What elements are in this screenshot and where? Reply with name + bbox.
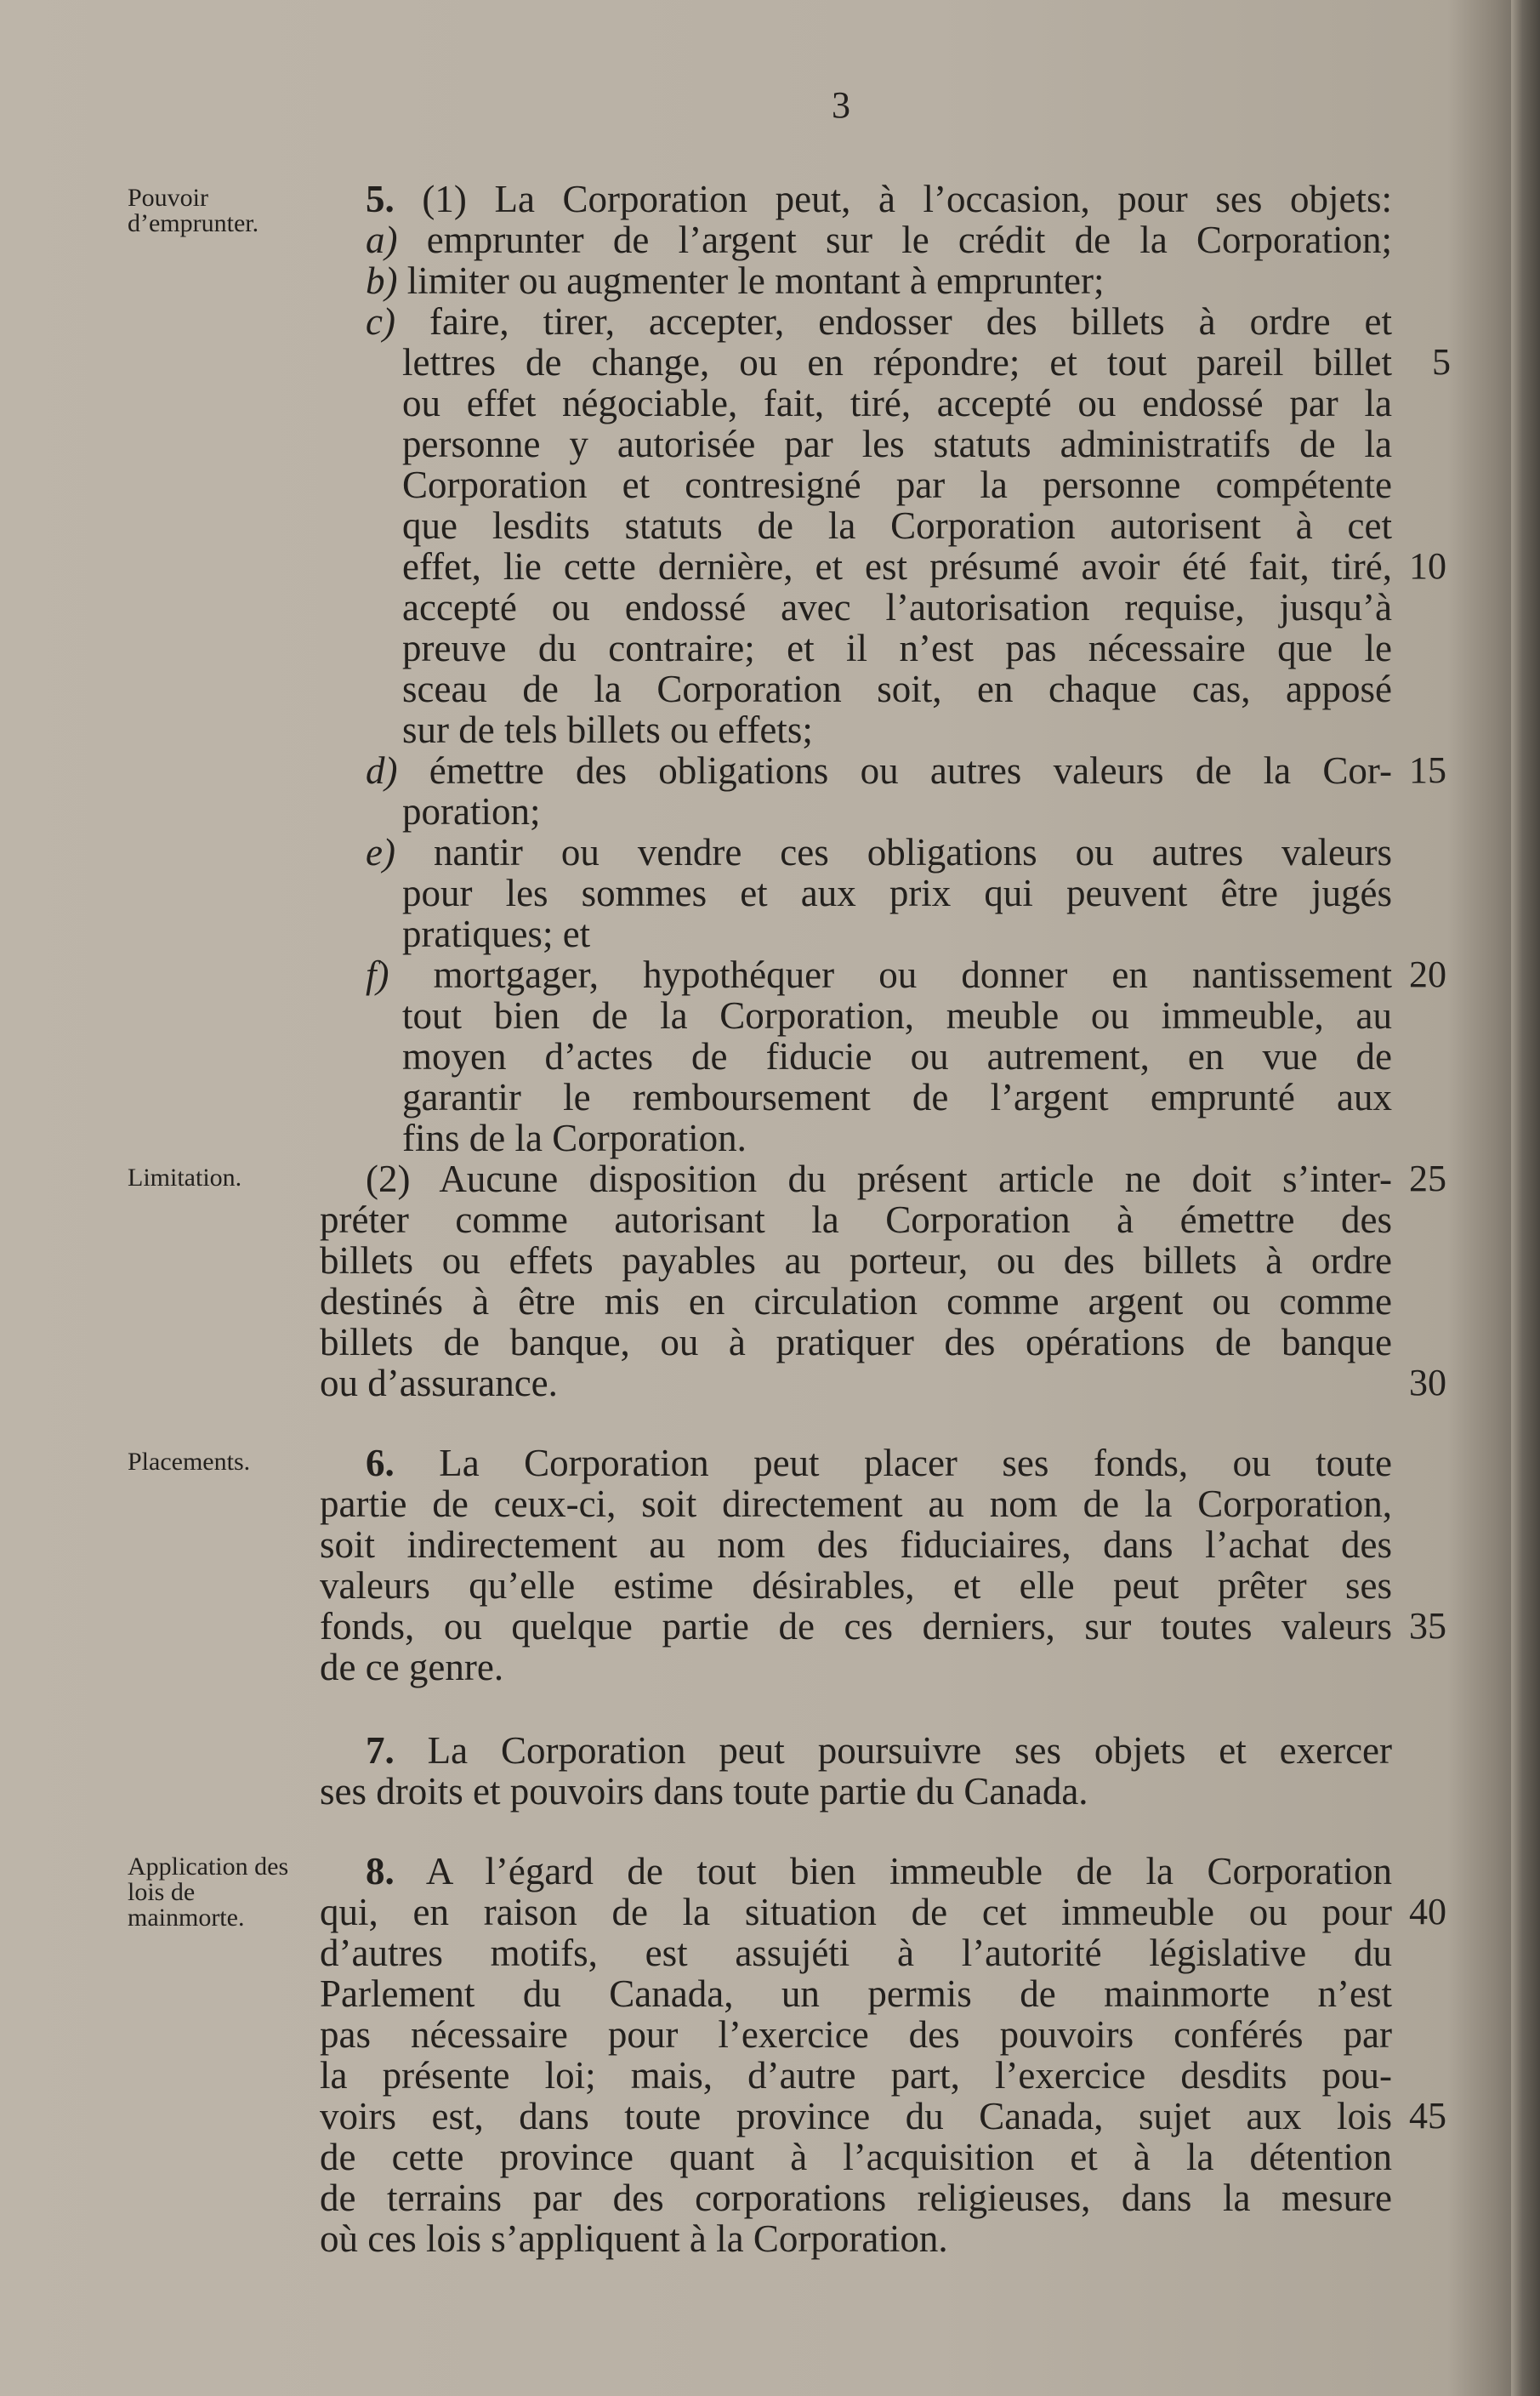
item-e-line: pratiques; et [402,913,591,955]
section-6-number: 6. [366,1442,395,1484]
section-8-line: qui, en raison de la situation de cet immeuble ou pour [320,1891,1392,1933]
item-e-line: pour les sommes et aux prix qui peuvent être jugés [402,872,1392,914]
subsection-2-line: billets de banque, ou à pratiquer des opérations de banque [320,1321,1392,1363]
item-c-line: preuve du contraire; et il n’est pas nécessaire que le [402,627,1392,669]
line-number: 30 [1409,1362,1446,1403]
item-f-line: fins de la Corporation. [402,1117,747,1159]
section-8-line: de cette province quant à l’acquisition et à la détention [320,2136,1392,2178]
line-number: 5 [1432,341,1451,383]
item-c-line: personne y autorisée par les statuts administratifs de la [402,423,1392,465]
item-c-line: ou effet négociable, fait, tiré, accepté ou endossé par la [402,382,1392,424]
item-c-line: c) faire, tirer, accepter, endosser des billets à ordre et [366,300,1392,343]
item-f-label: f) [366,953,389,996]
page-edge [1511,0,1540,2396]
line-number: 20 [1409,953,1446,995]
subsection-2-line: ou d’assurance. [320,1362,558,1404]
item-c-line: lettres de change, ou en répondre; et tout pareil billet [402,341,1392,384]
section-7-line-1: 7. La Corporation peut poursuivre ses objets et exercer [366,1729,1393,1772]
section-5-number: 5. [366,178,395,220]
section-6-line: partie de ceux-ci, soit directement au nom de la Corporation, [320,1483,1392,1525]
item-e-line: e) nantir ou vendre ces obligations ou autres valeurs [366,831,1393,874]
item-f-line: moyen d’actes de fiducie ou autrement, en vue de [402,1035,1392,1078]
section-8-line-1: 8. A l’égard de tout bien immeuble de la Corporation [366,1850,1392,1892]
section-8-line: de terrains par des corporations religieuses, dans la mesure [320,2177,1392,2219]
subsection-2-line: préter comme autorisant la Corporation à émettre des [320,1198,1392,1241]
page-number: 3 [832,84,850,126]
item-f-line: f) mortgager, hypothéquer ou donner en nantissement [366,953,1392,996]
line-number: 35 [1409,1605,1446,1647]
item-c-line: sceau de la Corporation soit, en chaque cas, apposé [402,668,1392,710]
section-6-line: de ce genre. [320,1646,504,1688]
item-f-line: tout bien de la Corporation, meuble ou immeuble, au [402,994,1392,1037]
item-c-line: Corporation et contresigné par la personne compétente [402,464,1392,506]
section-8-line: où ces lois s’appliquent à la Corporation. [320,2217,948,2260]
item-c-line: effet, lie cette dernière, et est présumé avoir été fait, tiré, [402,545,1392,588]
item-d-line: poration; [402,790,541,833]
section-7-number: 7. [366,1729,395,1772]
section-8-number: 8. [366,1850,395,1892]
section-8-line: voirs est, dans toute province du Canada, sujet aux lois [320,2095,1392,2137]
section-6-line-1: 6. La Corporation peut placer ses fonds, ou toute [366,1442,1393,1484]
item-d-label: d) [366,749,398,792]
item-a-line: a) emprunter de l’argent sur le crédit de la Corporation; [366,219,1393,261]
subsection-2-line: billets ou effets payables au porteur, ou des billets à ordre [320,1239,1392,1282]
line-number: 15 [1409,749,1446,791]
section-6-line: soit indirectement au nom des fiduciaires, dans l’achat des [320,1523,1392,1566]
section-8-line: pas nécessaire pour l’exercice des pouvoirs conférés par [320,2013,1392,2056]
item-c-line: sur de tels billets ou effets; [402,709,813,751]
line-number: 25 [1409,1158,1446,1199]
item-a-label: a) [366,219,398,261]
section-7-line: ses droits et pouvoirs dans toute partie du Canada. [320,1770,1088,1813]
item-f-line: garantir le remboursement de l’argent emprunté aux [402,1076,1392,1118]
section-6-line: fonds, ou quelque partie de ces derniers, sur toutes valeurs [320,1605,1392,1648]
item-b-line: b) limiter ou augmenter le montant à emprunter; [366,259,1105,302]
margin-note-mortmain: Application des lois de mainmorte. [128,1852,289,1932]
line-number: 45 [1409,2095,1446,2137]
section-6-line: valeurs qu’elle estime désirables, et elle peut prêter ses [320,1564,1392,1607]
section-8-line: la présente loi; mais, d’autre part, l’exercice desdits pou- [320,2054,1392,2097]
subsection-2-line: (2) Aucune disposition du présent article ne doit s’inter- [366,1158,1392,1200]
section-8-line: d’autres motifs, est assujéti à l’autorité législative du [320,1932,1392,1974]
item-c-line: accepté ou endossé avec l’autorisation requise, jusqu’à [402,586,1392,629]
section-8-line: Parlement du Canada, un permis de mainmorte n’est [320,1972,1392,2015]
margin-note-limitation: Limitation. [128,1164,242,1192]
margin-note-investments: Placements. [128,1448,251,1476]
margin-note-borrowing: Pouvoir d’emprunter. [128,184,259,237]
item-b-label: b) [366,259,398,302]
item-e-label: e) [366,831,395,874]
item-c-line: que lesdits statuts de la Corporation autorisent à cet [402,504,1392,547]
item-c-label: c) [366,300,395,343]
subsection-2-line: destinés à être mis en circulation comme argent ou comme [320,1280,1392,1323]
line-number: 40 [1409,1891,1446,1932]
section-5-line-1: 5. (1) La Corporation peut, à l’occasion, pour ses objets: [366,178,1393,220]
item-d-line: d) émettre des obligations ou autres valeurs de la Cor- [366,749,1392,792]
line-number: 10 [1409,545,1446,587]
